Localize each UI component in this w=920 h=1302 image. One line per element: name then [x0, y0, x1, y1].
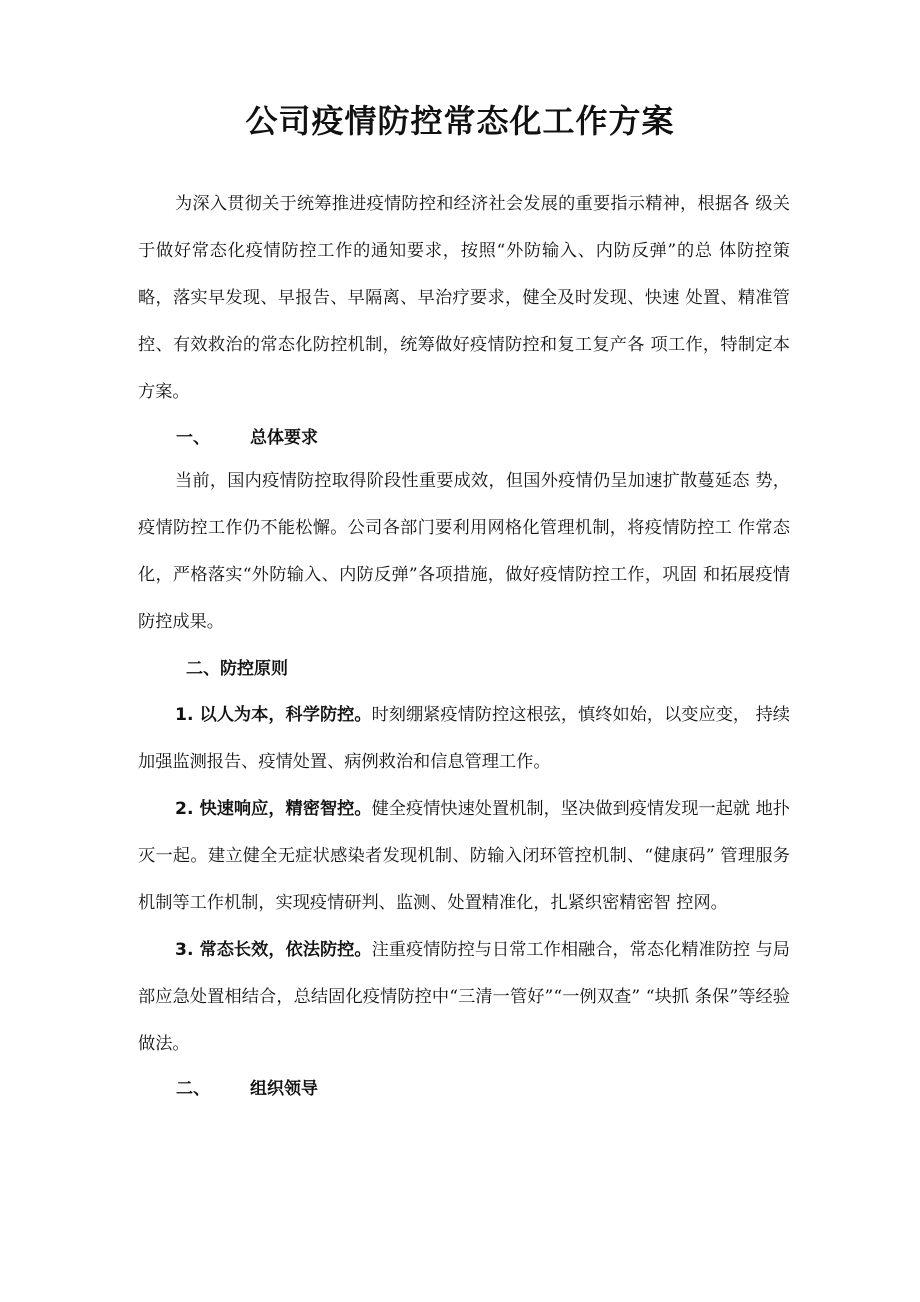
principle-2-paragraph: [138, 786, 790, 927]
section-1-paragraph: 当前，国内疫情防控取得阶段性重要成效，但国外疫情仍呈加速扩散蔓延态 势，疫情防控工作仍不能松懈。公司各部门要利用网格化管理机制，将疫情防控工 作常态化，严格落实“外防输入、内防反弹”各项措施，做好疫情防控工作，巩固 和拓展疫情防控成果。: [138, 471, 790, 632]
section-1-title: 总体要求: [250, 428, 318, 448]
section-3-number: 二、: [176, 1079, 210, 1099]
principle-1-lead: 1. 以人为本，科学防控。: [175, 705, 372, 725]
principle-2-text: 健全疫情快速处置机制，坚决做到疫情发现一起就 地扑灭一起。建立健全无症状感染者发现机制、防输入闭环管控机制、“健康码” 管理服务机制等工作机制，实现疫情研判、监测、处置精准化，扎紧织密精密智 控网。: [138, 799, 790, 913]
principle-2-lead: 2. 快速响应，精密智控。: [175, 799, 372, 819]
intro-paragraph: 为深入贯彻关于统筹推进疫情防控和经济社会发展的重要指示精神，根据各 级关于做好常态化疫情防控工作的通知要求，按照“外防输入、内防反弹”的总 体防控策略，落实早发现、早报告、早隔离、早治疗要求，健全及时发现、快速 处置、精准管控、有效救治的常态化防控机制，统筹做好疫情防控和复工复产各 项工作，特制定本方案。: [138, 194, 790, 402]
principle-3-paragraph: [138, 927, 790, 1068]
principle-1-text: 时刻绷紧疫情防控这根弦，慎终如始，以变应变， 持续加强监测报告、疫情处置、病例救治和信息管理工作。: [138, 705, 790, 772]
principle-1-paragraph: [138, 692, 790, 786]
section-3-heading: [176, 1076, 318, 1102]
principle-3-lead: 3. 常态长效，依法防控。: [175, 940, 372, 960]
principle-3-text: 注重疫情防控与日常工作相融合，常态化精准防控 与局部应急处置相结合，总结固化疫情防控中“三清一管好”“一例双查” “块抓 条保”等经验做法。: [138, 940, 790, 1054]
section-1-number: 一、: [176, 428, 210, 448]
document-title: 公司疫情防控常态化工作方案: [245, 102, 675, 140]
section-1-heading: [176, 425, 318, 451]
section-3-title: 组织领导: [250, 1079, 318, 1099]
section-2-heading: 二、防控原则: [186, 659, 288, 679]
